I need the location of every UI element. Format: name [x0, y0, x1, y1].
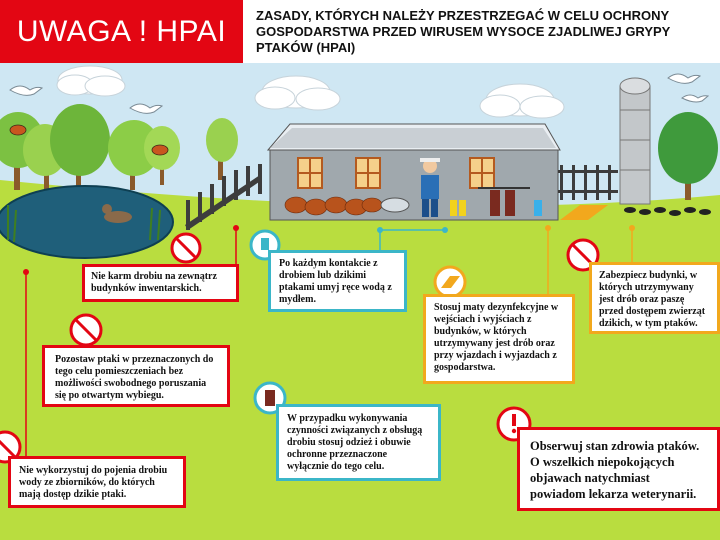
tip-wash-hands: Po każdym kontakcie z drobiem lub dzikimi ptakami umyj ręce wodą z mydłem. [268, 250, 407, 312]
page-headline: ZASADY, KTÓRYCH NALEŻY PRZESTRZEGAĆ W CELU OCHRONY GOSPODARSTWA PRZED WIRUSEM WYSOCE ZJADLIWEJ GRYPY PTAKÓW (HPAI) [256, 8, 671, 55]
tip-no-outdoor-feeding: Nie karm drobiu na zewnątrz budynków inwentarskich. [82, 264, 239, 302]
no-feeding-icon [172, 234, 200, 262]
page-title-badge: UWAGA ! HPAI [0, 0, 243, 63]
tip-keep-birds-indoors: Pozostaw ptaki w przeznaczonych do tego celu pomieszczeniach bez możliwości swobodnego poruszania się po otwartym wybiegu. [42, 345, 230, 407]
tip-no-wild-water: Nie wykorzystuj do pojenia drobiu wody ze zbiorników, do których mają dostęp dzikie ptaki. [8, 456, 186, 508]
tip-secure-buildings: Zabezpiecz budynki, w których utrzymywany jest drób oraz paszę przed dostępem zwierząt dzikich, w tym ptaków. [589, 262, 720, 334]
pond-icon [0, 186, 173, 258]
tip-observe-health: Obserwuj stan zdrowia ptaków. O wszelkich niepokojących objawach natychmiast powiadom lekarza weterynarii. [517, 427, 720, 511]
silo-icon [620, 78, 650, 204]
no-free-range-icon [71, 315, 101, 345]
tip-protective-clothing: W przypadku wykonywania czynności związanych z obsługą drobiu stosuj odzież i obuwie ochronne przeznaczone wyłącznie do tego celu. [276, 404, 441, 481]
disinfection-mat-icon [435, 267, 465, 297]
tip-disinfection-mats: Stosuj maty dezynfekcyjne w wejściach i wyjściach z budynków, w których utrzymywany jest drób oraz przy wjazdach i wyjazdach z gospodarstwa. [423, 294, 575, 384]
